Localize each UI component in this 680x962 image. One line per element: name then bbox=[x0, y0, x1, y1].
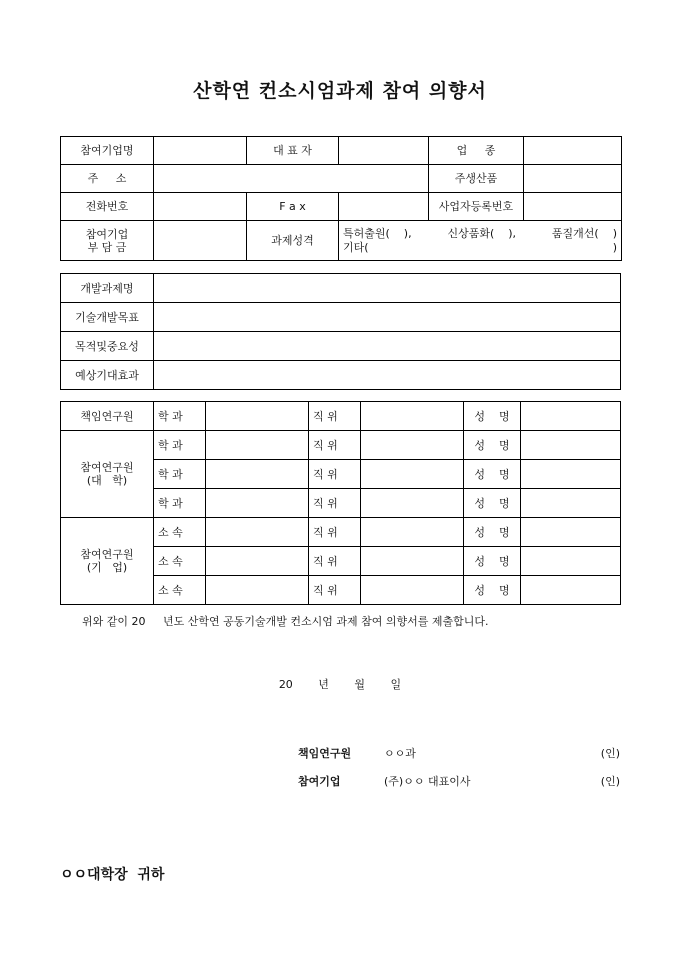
expected-effect-label: 예상기대효과 bbox=[61, 361, 154, 390]
univ-researchers-label-line1: 참여연구원 bbox=[80, 461, 134, 474]
table-row bbox=[61, 431, 621, 460]
position-field[interactable] bbox=[361, 431, 464, 460]
dept-label: 학 과 bbox=[154, 460, 206, 489]
position-label: 직 위 bbox=[309, 431, 361, 460]
name-field[interactable] bbox=[521, 402, 621, 431]
company-share-label bbox=[61, 221, 154, 261]
address-label: 주 소 bbox=[61, 165, 154, 193]
dept-label: 학 과 bbox=[154, 402, 206, 431]
nature-patent: 특허출원( ), bbox=[343, 226, 412, 240]
nature-quality: 품질개선( ) bbox=[551, 226, 617, 240]
position-label: 직 위 bbox=[309, 489, 361, 518]
name-field[interactable] bbox=[521, 489, 621, 518]
position-field[interactable] bbox=[361, 489, 464, 518]
main-products-field[interactable] bbox=[524, 165, 622, 193]
submission-date: 20 년 월 일 bbox=[278, 678, 402, 691]
project-name-label: 개발과제명 bbox=[61, 274, 154, 303]
signature-value: ㅇㅇ과 bbox=[384, 747, 416, 760]
phone-field[interactable] bbox=[154, 193, 247, 221]
industry-label: 업 종 bbox=[429, 137, 524, 165]
page-title: 산학연 컨소시엄과제 참여 의향서 bbox=[193, 80, 487, 102]
company-researchers-label-line2: (기 업) bbox=[86, 561, 128, 574]
position-label: 직 위 bbox=[309, 460, 361, 489]
name-field[interactable] bbox=[521, 576, 621, 605]
representative-label: 대 표 자 bbox=[247, 137, 339, 165]
nature-other-close: ) bbox=[612, 240, 617, 254]
dept-label: 학 과 bbox=[154, 431, 206, 460]
seal-mark: (인) bbox=[600, 775, 620, 788]
addressee: ㅇㅇ대학장 귀하 bbox=[60, 867, 165, 883]
name-label: 성 명 bbox=[464, 547, 521, 576]
researchers-table bbox=[60, 401, 621, 605]
position-field[interactable] bbox=[361, 547, 464, 576]
company-share-label-line1: 참여기업 bbox=[85, 227, 129, 241]
representative-field[interactable] bbox=[339, 137, 429, 165]
dept-field[interactable] bbox=[206, 402, 309, 431]
tech-goal-field[interactable] bbox=[154, 303, 621, 332]
univ-researchers-label-line2: (대 학) bbox=[86, 474, 128, 487]
company-signature bbox=[298, 773, 620, 789]
position-label: 직 위 bbox=[309, 576, 361, 605]
fax-label: F a x bbox=[247, 193, 339, 221]
name-label: 성 명 bbox=[464, 518, 521, 547]
name-label: 성 명 bbox=[464, 489, 521, 518]
seal-mark: (인) bbox=[600, 747, 620, 760]
dept-label: 학 과 bbox=[154, 489, 206, 518]
table-row bbox=[61, 402, 621, 431]
task-nature-options[interactable] bbox=[339, 221, 622, 261]
affiliation-field[interactable] bbox=[206, 547, 309, 576]
affiliation-field[interactable] bbox=[206, 576, 309, 605]
name-label: 성 명 bbox=[464, 460, 521, 489]
phone-label: 전화번호 bbox=[61, 193, 154, 221]
lead-researcher-signature bbox=[298, 745, 620, 761]
business-reg-label: 사업자등록번호 bbox=[429, 193, 524, 221]
position-field[interactable] bbox=[361, 460, 464, 489]
company-share-field[interactable] bbox=[154, 221, 247, 261]
name-field[interactable] bbox=[521, 518, 621, 547]
affiliation-label: 소 속 bbox=[154, 518, 206, 547]
company-share-label-line2: 부 담 금 bbox=[87, 240, 127, 254]
dept-field[interactable] bbox=[206, 489, 309, 518]
nature-new-product: 신상품화( ), bbox=[447, 226, 517, 240]
address-field[interactable] bbox=[154, 165, 429, 193]
industry-field[interactable] bbox=[524, 137, 622, 165]
affiliation-label: 소 속 bbox=[154, 576, 206, 605]
position-label: 직 위 bbox=[309, 547, 361, 576]
dept-field[interactable] bbox=[206, 460, 309, 489]
name-label: 성 명 bbox=[464, 576, 521, 605]
position-field[interactable] bbox=[361, 402, 464, 431]
position-label: 직 위 bbox=[309, 518, 361, 547]
signature-value: (주)ㅇㅇ 대표이사 bbox=[384, 775, 471, 788]
signature-label: 책임연구원 bbox=[298, 747, 352, 760]
affiliation-label: 소 속 bbox=[154, 547, 206, 576]
fax-field[interactable] bbox=[339, 193, 429, 221]
name-field[interactable] bbox=[521, 460, 621, 489]
tech-goal-label: 기술개발목표 bbox=[61, 303, 154, 332]
project-name-field[interactable] bbox=[154, 274, 621, 303]
company-name-field[interactable] bbox=[154, 137, 247, 165]
name-label: 성 명 bbox=[464, 431, 521, 460]
dept-field[interactable] bbox=[206, 431, 309, 460]
lead-researcher-label: 책임연구원 bbox=[61, 402, 154, 431]
main-products-label: 주생산품 bbox=[429, 165, 524, 193]
name-label: 성 명 bbox=[464, 402, 521, 431]
expected-effect-field[interactable] bbox=[154, 361, 621, 390]
purpose-label: 목적및중요성 bbox=[61, 332, 154, 361]
table-row bbox=[61, 518, 621, 547]
project-info-table bbox=[60, 273, 621, 390]
company-researchers-label bbox=[61, 518, 154, 605]
position-field[interactable] bbox=[361, 576, 464, 605]
name-field[interactable] bbox=[521, 431, 621, 460]
business-reg-field[interactable] bbox=[524, 193, 622, 221]
purpose-field[interactable] bbox=[154, 332, 621, 361]
affiliation-field[interactable] bbox=[206, 518, 309, 547]
position-field[interactable] bbox=[361, 518, 464, 547]
signature-label: 참여기업 bbox=[298, 775, 341, 788]
univ-researchers-label bbox=[61, 431, 154, 518]
nature-other: 기타( bbox=[343, 240, 369, 254]
position-label: 직 위 bbox=[309, 402, 361, 431]
company-info-table bbox=[60, 136, 622, 261]
submission-statement: 위와 같이 20 년도 산학연 공동기술개발 컨소시엄 과제 참여 의향서를 제출합니다. bbox=[82, 615, 489, 628]
task-nature-label: 과제성격 bbox=[247, 221, 339, 261]
company-researchers-label-line1: 참여연구원 bbox=[80, 548, 134, 561]
name-field[interactable] bbox=[521, 547, 621, 576]
company-name-label: 참여기업명 bbox=[61, 137, 154, 165]
